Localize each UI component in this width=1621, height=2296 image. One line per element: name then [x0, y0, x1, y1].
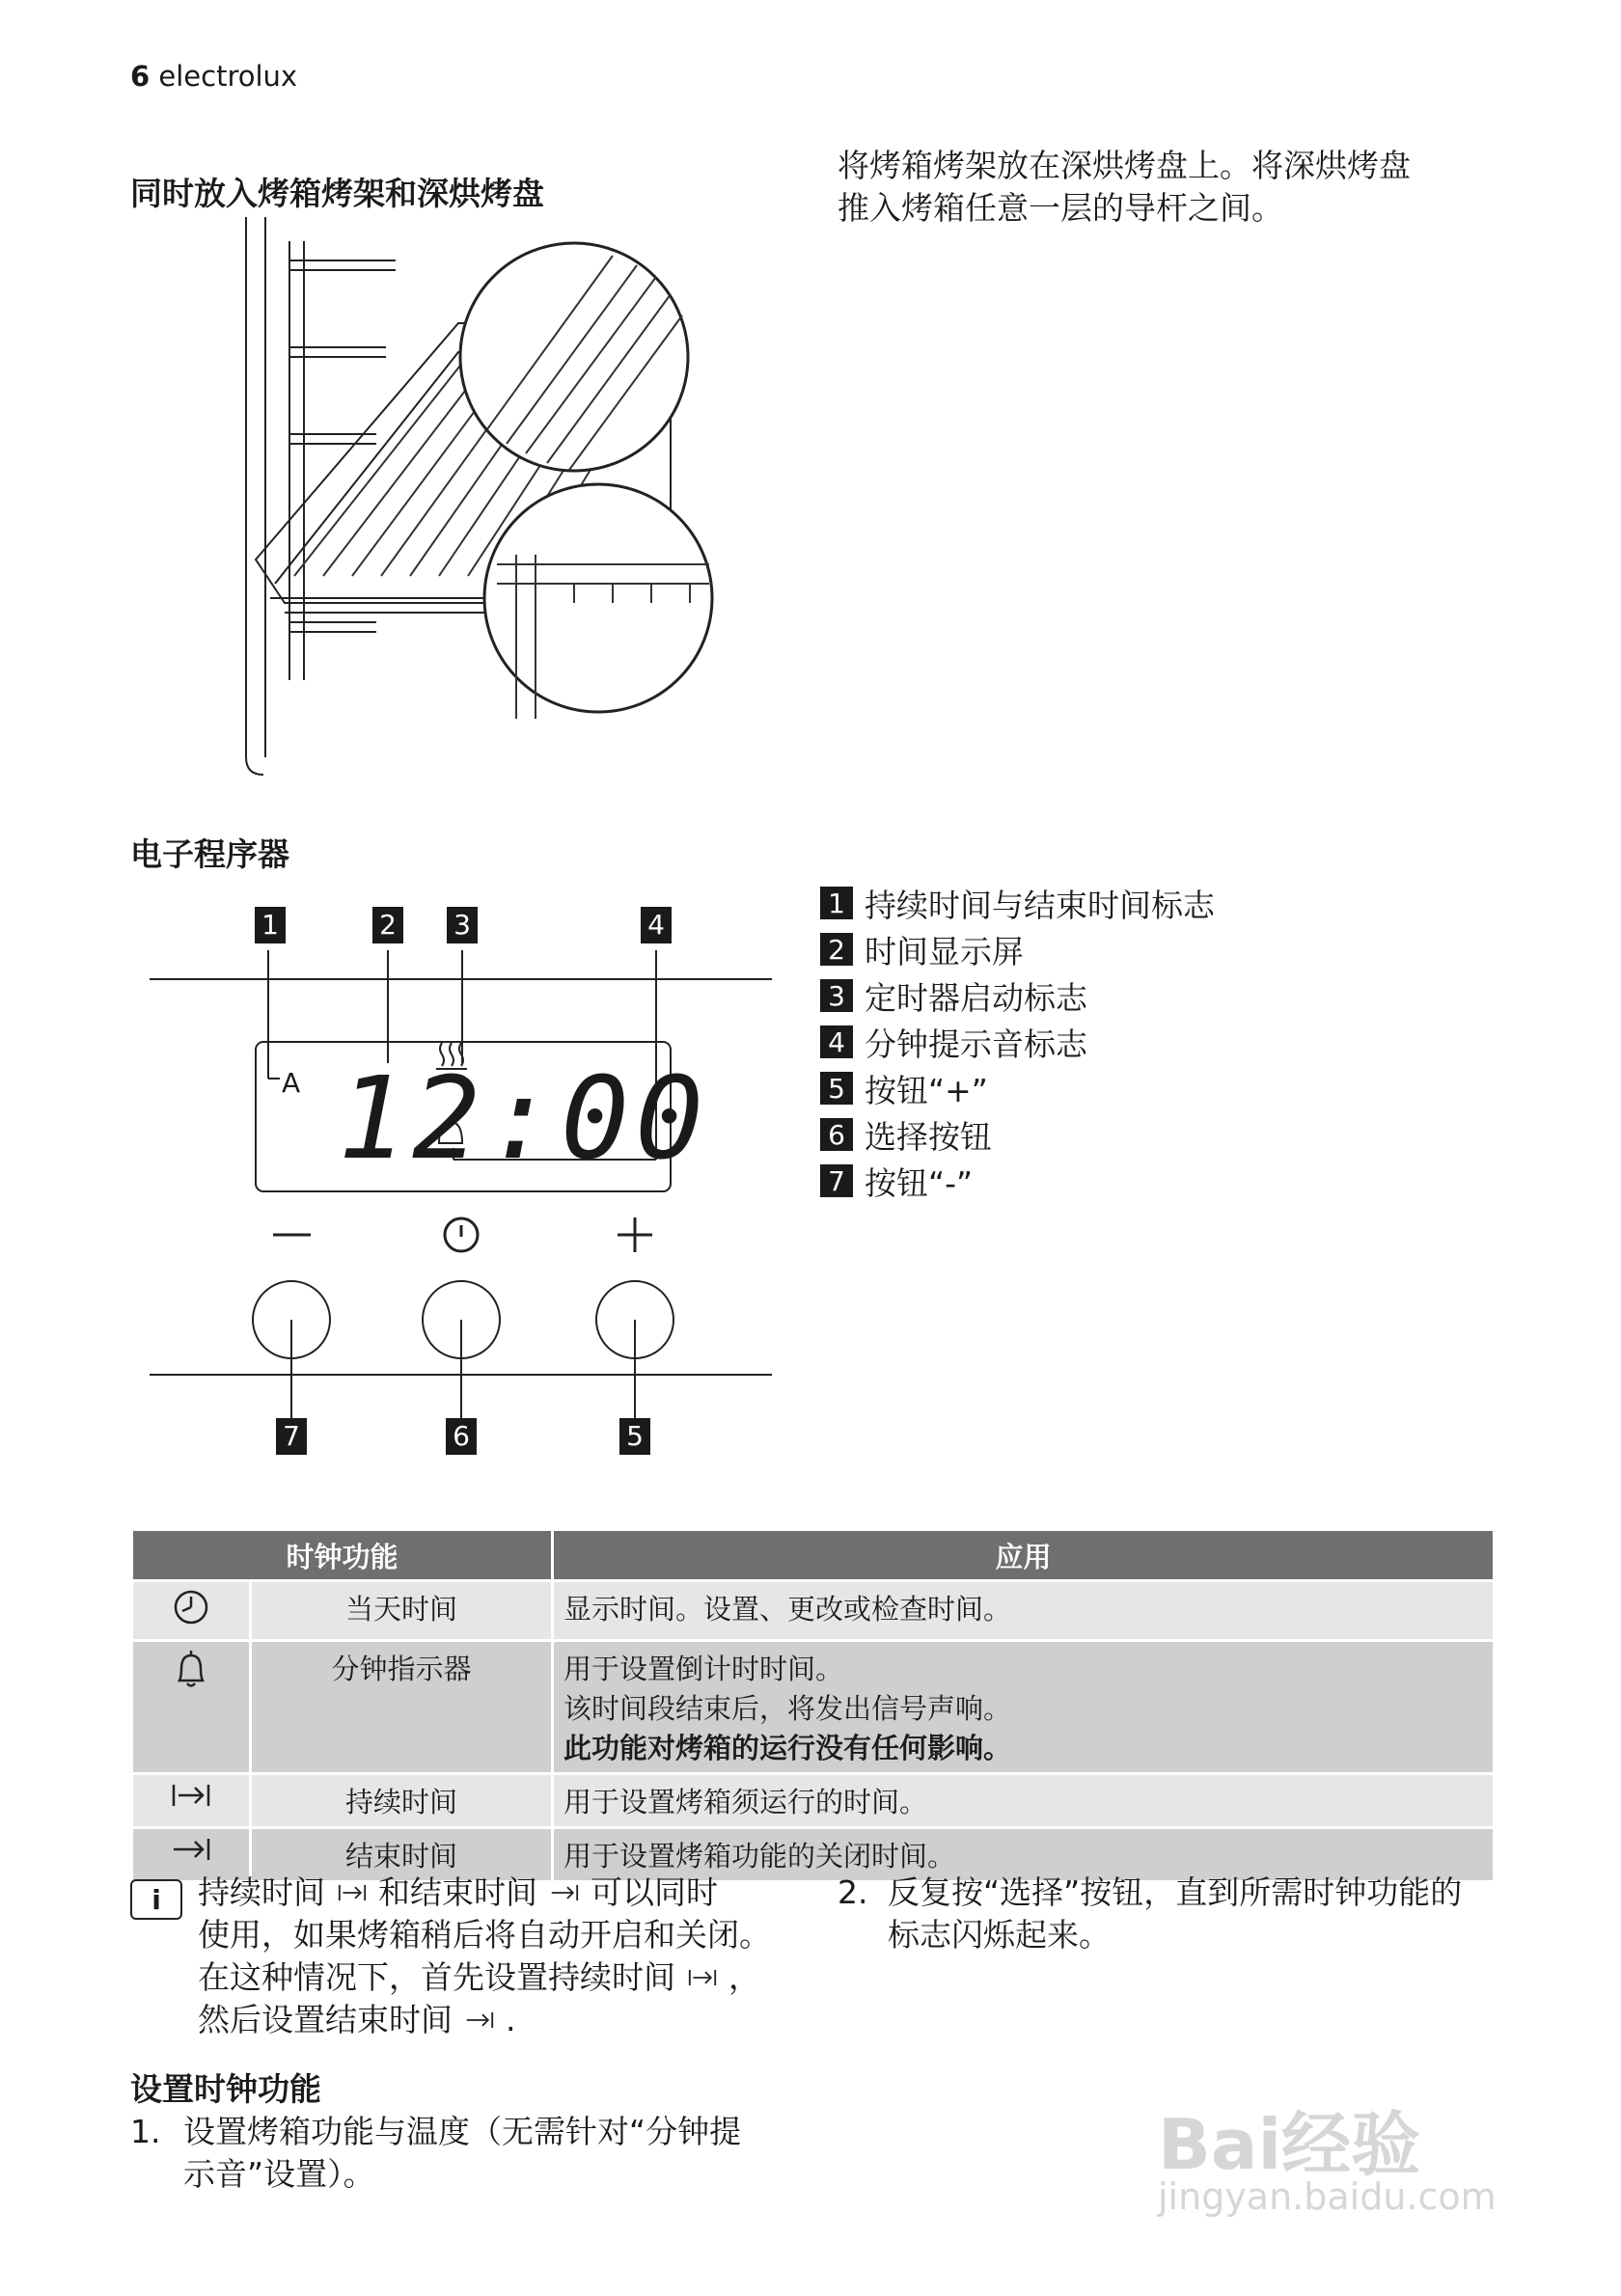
oven-rack-illustration: [169, 217, 786, 777]
info-icon: i: [130, 1879, 182, 1920]
section-title-rack-tray: 同时放入烤箱烤架和深烘烤盘: [130, 175, 544, 212]
callout-6: 6: [453, 1420, 470, 1452]
end-time-icon: [463, 2009, 496, 2031]
callout-1: 1: [261, 909, 279, 941]
page-header: [130, 60, 297, 93]
programmer-legend: [820, 880, 1215, 1204]
callout-3: 3: [453, 909, 471, 941]
duration-icon: [686, 1967, 719, 1988]
callout-2: 2: [379, 909, 397, 941]
brand-name: electrolux: [158, 60, 298, 93]
section-title-set-clock: 设置时钟功能: [130, 2070, 321, 2108]
table-row: 结束时间 用于设置烤箱功能的关闭时间。: [133, 1829, 1493, 1880]
step-1-number: 1.: [130, 2113, 161, 2150]
legend-item: 5 按钮“+”: [820, 1065, 1215, 1111]
bell-icon: [133, 1642, 249, 1772]
callout-4: 4: [647, 909, 665, 941]
step-2-number: 2.: [838, 1873, 868, 1911]
time-display: 12:00: [338, 1052, 710, 1185]
step-2-text: 反复按“选择”按钮，直到所需时钟功能的 标志闪烁起来。: [888, 1873, 1463, 1954]
info-note: 持续时间 和结束时间 可以同时 使用，如果烤箱稍后将自动开启和关闭。 在这种情况下，首先设置持续时间 ， 然后设置结束时间 .: [198, 1873, 771, 2038]
callout-5: 5: [626, 1420, 644, 1452]
table-row: 持续时间 用于设置烤箱须运行的时间。: [133, 1775, 1493, 1826]
legend-item: 2 时间显示屏: [820, 926, 1215, 972]
rack-tray-text: 将烤箱烤架放在深烘烤盘上。将深烘烤盘 推入烤箱任意一层的导杆之间。: [838, 147, 1411, 227]
programmer-diagram: [145, 907, 782, 1466]
table-header-function: 时钟功能: [133, 1531, 551, 1579]
indicator-a: A: [282, 1067, 301, 1099]
legend-item: 6 选择按钮: [820, 1111, 1215, 1158]
duration-icon: [336, 1882, 369, 1903]
clock-icon: [133, 1582, 249, 1639]
duration-icon: [133, 1775, 249, 1826]
clock-functions-table: [130, 1528, 1496, 1883]
table-row: 分钟指示器 用于设置倒计时时间。 该时间段结束后，将发出信号声响。 此功能对烤箱的运行没有任何影响。: [133, 1642, 1493, 1772]
table-header-application: 应用: [554, 1531, 1493, 1579]
section-title-programmer: 电子程序器: [130, 835, 289, 873]
legend-item: 3 定时器启动标志: [820, 972, 1215, 1019]
callout-7: 7: [283, 1420, 300, 1452]
baidu-watermark-url: jingyan.baidu.com: [1158, 2175, 1497, 2218]
end-time-icon: [548, 1882, 581, 1903]
baidu-watermark-logo: Bai经验: [1158, 2104, 1421, 2185]
table-row: 当天时间 显示时间。设置、更改或检查时间。: [133, 1582, 1493, 1639]
step-1-text: 设置烤箱功能与温度（无需针对“分钟提 示音”设置）。: [183, 2113, 742, 2193]
legend-item: 1 持续时间与结束时间标志: [820, 880, 1215, 926]
legend-item: 7 按钮“-”: [820, 1158, 1215, 1204]
page-number: 6: [130, 60, 151, 93]
legend-item: 4 分钟提示音标志: [820, 1019, 1215, 1065]
